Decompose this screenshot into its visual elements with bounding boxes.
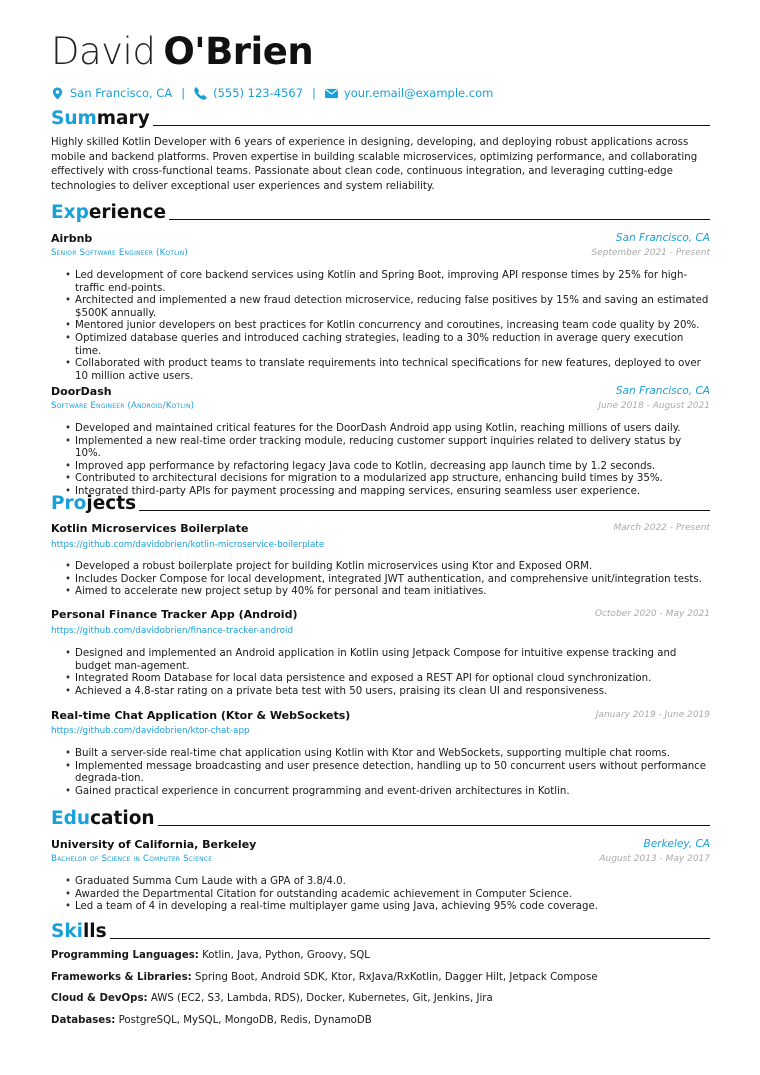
skill-label: Databases: [51, 1015, 116, 1026]
company-name: Airbnb [51, 232, 93, 245]
education-bullets [65, 876, 710, 914]
education-subheader [51, 853, 710, 866]
education-dates: August 2013 - May 2017 [599, 854, 710, 864]
project-name: Personal Finance Tracker App (Android) [51, 608, 298, 621]
list-item: • Integrated third-party APIs for payment processing and mapping services, ensuring seamless user experience. [65, 486, 710, 499]
project-name: Kotlin Microservices Boilerplate [51, 522, 249, 535]
section-title: Skills [51, 921, 107, 942]
job-role: Senior Software Engineer (Kotlin) [51, 248, 188, 258]
skill-value: Spring Boot, Android SDK, Ktor, RxJava/RxKotlin, Dagger Hilt, Jetpack Compose [194, 972, 598, 983]
job-location: San Francisco, CA [615, 385, 710, 397]
job-subheader [51, 400, 710, 413]
company-name: DoorDash [51, 385, 112, 398]
job-header [51, 231, 710, 246]
skill-row [51, 992, 710, 1006]
job-dates: June 2018 - August 2021 [598, 401, 710, 411]
section-rule [153, 125, 710, 127]
contact-line [51, 85, 493, 101]
skill-value: PostgreSQL, MySQL, MongoDB, Redis, DynamoDB [118, 1015, 372, 1026]
project-bullets [65, 748, 710, 798]
list-item: • Implemented a new real-time order tracking module, reducing customer support inquiries related to delivery status by 10%. [65, 436, 710, 461]
skill-row [51, 1014, 710, 1028]
list-item: • Aimed to accelerate new project setup by 40% for personal and team initiatives. [65, 586, 710, 599]
phone-text: (555) 123-4567 [213, 86, 304, 100]
first-name: David [51, 30, 156, 73]
contact-location [51, 86, 172, 100]
school-location: Berkeley, CA [643, 838, 710, 850]
contact-separator: | [312, 86, 316, 100]
skill-row [51, 971, 710, 985]
list-item: • Developed and maintained critical features for the DoorDash Android app using Kotlin, reaching millions of users daily. [65, 423, 710, 436]
list-item: • Designed and implemented an Android application in Kotlin using Jetpack Compose for intuitive expense tracking and budget man-agement. [65, 648, 710, 673]
project-dates: January 2019 - June 2019 [595, 710, 710, 720]
list-item: • Achieved a 4.8-star rating on a private beta test with 50 users, praising its clean UI and responsiveness. [65, 686, 710, 699]
job-header [51, 384, 710, 399]
list-item: • Improved app performance by refactoring legacy Java code to Kotlin, decreasing app launch time by 1.2 seconds. [65, 461, 710, 474]
education-header [51, 837, 710, 852]
full-name [51, 30, 313, 74]
list-item: • Mentored junior developers on best practices for Kotlin concurrency and coroutines, increasing team code quality by 20%. [65, 320, 710, 333]
section-header-experience [51, 202, 710, 224]
list-item: • Includes Docker Compose for local development, integrated JWT authentication, and comprehensive unit/integration tests. [65, 574, 710, 587]
job-bullets [65, 270, 710, 383]
section-title: Summary [51, 108, 150, 129]
project-subheader [51, 539, 710, 552]
job-location: San Francisco, CA [615, 232, 710, 244]
list-item: • Built a server-side real-time chat application using Kotlin with Ktor and WebSockets, supporting multiple chat rooms. [65, 748, 710, 761]
list-item: • Optimized database queries and introduced caching strategies, leading to a 30% reduction in average query execution time. [65, 333, 710, 358]
project-name: Real-time Chat Application (Ktor & WebSockets) [51, 709, 351, 722]
project-subheader [51, 625, 710, 638]
contact-email[interactable] [325, 86, 493, 100]
phone-icon [194, 87, 207, 100]
section-header-skills [51, 921, 710, 943]
list-item: • Gained practical experience in concurrent programming and event-driven architectures in Kotlin. [65, 786, 710, 799]
project-header [51, 607, 710, 622]
list-item: • Implemented message broadcasting and user presence detection, handling up to 50 concurrent users without performance degrada-tion. [65, 761, 710, 786]
skill-value: AWS (EC2, S3, Lambda, RDS), Docker, Kubernetes, Git, Jenkins, Jira [150, 993, 493, 1004]
section-rule [139, 510, 710, 512]
skill-value: Kotlin, Java, Python, Groovy, SQL [202, 950, 370, 961]
list-item: • Contributed to architectural decisions for migration to a modularized app structure, enhancing build times by 35%. [65, 473, 710, 486]
section-title: Experience [51, 202, 167, 223]
skill-row [51, 949, 710, 963]
project-dates: October 2020 - May 2021 [594, 609, 710, 619]
last-name: O'Brien [163, 30, 314, 73]
envelope-icon [325, 87, 338, 100]
location-pin-icon [51, 87, 64, 100]
project-link[interactable]: https://github.com/davidobrien/kotlin-microservice-boilerplate [51, 540, 325, 550]
project-bullets [65, 561, 710, 599]
list-item: • Led a team of 4 in developing a real-time multiplayer game using Java, achieving 95% code coverage. [65, 901, 710, 914]
section-header-education [51, 808, 710, 830]
project-subheader [51, 725, 710, 738]
section-header-projects [51, 493, 710, 515]
project-header [51, 521, 710, 536]
list-item: • Integrated Room Database for local data persistence and exposed a REST API for optional cloud synchronization. [65, 673, 710, 686]
location-text: San Francisco, CA [70, 86, 173, 100]
list-item: • Awarded the Departmental Citation for outstanding academic achievement in Computer Science. [65, 889, 710, 902]
skill-label: Programming Languages: [51, 950, 199, 961]
project-header [51, 708, 710, 723]
section-rule [169, 219, 710, 221]
project-link[interactable]: https://github.com/davidobrien/ktor-chat-app [51, 726, 250, 736]
job-dates: September 2021 - Present [591, 248, 710, 258]
list-item: • Collaborated with product teams to translate requirements into technical specifications for new features, deployed to over 10 million active users. [65, 358, 710, 383]
job-role: Software Engineer (Android/Kotlin) [51, 401, 195, 411]
list-item: • Graduated Summa Cum Laude with a GPA of 3.8/4.0. [65, 876, 710, 889]
section-title: Projects [51, 493, 137, 514]
section-rule [110, 938, 710, 940]
project-bullets [65, 648, 710, 698]
list-item: • Led development of core backend services using Kotlin and Spring Boot, improving API response times by 25% for high-traffic end-points. [65, 270, 710, 295]
skill-label: Frameworks & Libraries: [51, 972, 192, 983]
degree: Bachelor of Science in Computer Science [51, 854, 213, 864]
job-bullets [65, 423, 710, 499]
skill-label: Cloud & DevOps: [51, 993, 148, 1004]
summary-text: Highly skilled Kotlin Developer with 6 years of experience in designing, developing, and deploying robust applications across mobile and backend platforms. Proven expertise in building scalable microservices, optimizing performance, and collaborating effectively with cross-functional teams. Passionate about clean code, continuous integration, and leveraging cutting-edge technologies to deliver exceptional user experiences and system reliability. [51, 137, 698, 192]
school-name: University of California, Berkeley [51, 838, 257, 851]
project-dates: March 2022 - Present [613, 523, 710, 533]
contact-phone[interactable] [194, 86, 303, 100]
job-subheader [51, 247, 710, 260]
list-item: • Developed a robust boilerplate project for building Kotlin microservices using Ktor and Exposed ORM. [65, 561, 710, 574]
section-title: Education [51, 808, 155, 829]
project-link[interactable]: https://github.com/davidobrien/finance-tracker-android [51, 626, 294, 636]
section-header-summary [51, 108, 710, 130]
list-item: • Architected and implemented a new fraud detection microservice, reducing false positives by 15% and saving an estimated $500K annually. [65, 295, 710, 320]
contact-separator: | [181, 86, 186, 100]
section-rule [158, 825, 710, 827]
email-text: your.email@example.com [343, 86, 494, 100]
